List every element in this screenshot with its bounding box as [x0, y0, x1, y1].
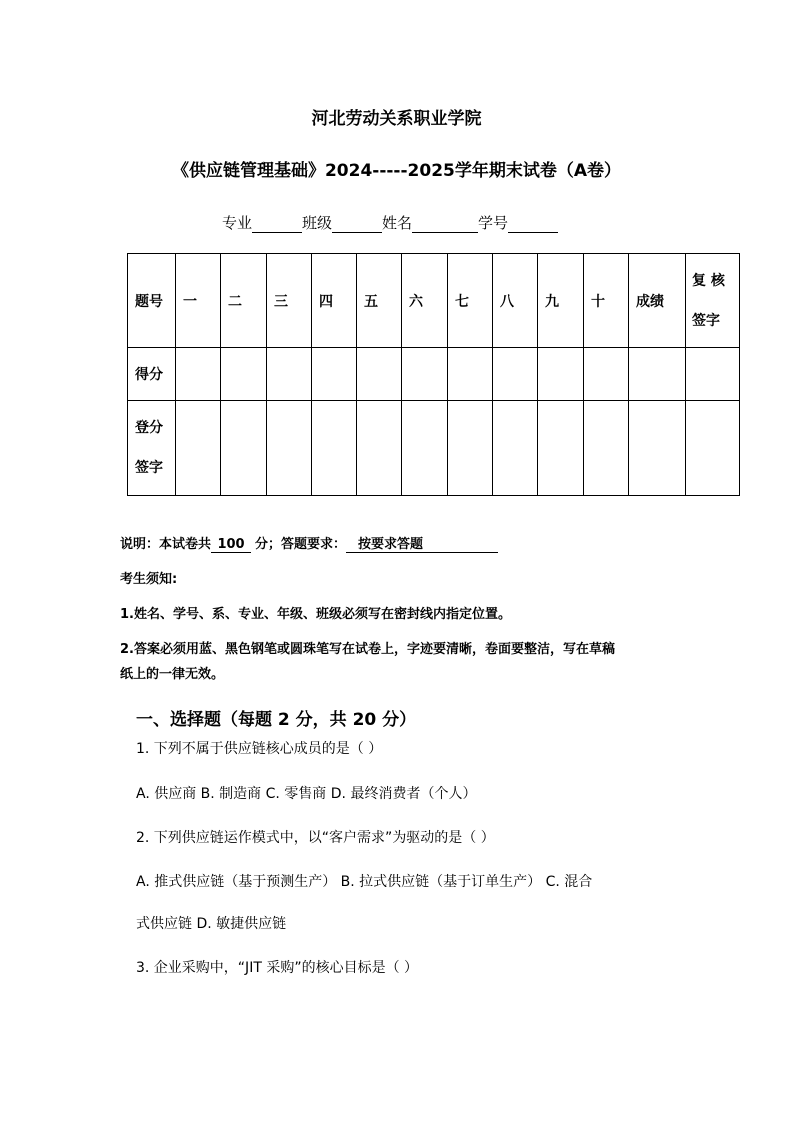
class-label: 班级	[302, 214, 333, 232]
score-cell[interactable]	[584, 348, 629, 401]
col-header: 二	[221, 254, 267, 348]
score-cell[interactable]	[493, 348, 538, 401]
total-score: 100	[211, 537, 251, 553]
review-line2: 签字	[692, 312, 720, 329]
question-2: 2. 下列供应链运作模式中，以“客户需求”为驱动的是（ ）	[136, 830, 495, 846]
score-cell[interactable]	[176, 348, 221, 401]
signer-cell[interactable]	[493, 401, 538, 496]
score-row	[128, 348, 740, 401]
id-label: 学号	[478, 214, 509, 232]
school-name: 河北劳动关系职业学院	[311, 109, 482, 129]
col-header: 五	[357, 254, 402, 348]
score-cell[interactable]	[357, 348, 402, 401]
question-number-row	[128, 254, 740, 348]
signer-cell[interactable]	[629, 401, 686, 496]
id-blank[interactable]	[508, 216, 558, 233]
col-header: 八	[493, 254, 538, 348]
score-table	[127, 253, 740, 496]
score-cell[interactable]	[448, 348, 493, 401]
note-1: 1.姓名、学号、系、专业、年级、班级必须写在密封线内指定位置。	[120, 607, 511, 622]
instr-middle: 分；答题要求：	[255, 537, 347, 552]
col-header: 三	[267, 254, 312, 348]
question-2-options-line1: A. 推式供应链（基于预测生产） B. 拉式供应链（基于订单生产） C. 混合	[136, 874, 593, 890]
signer-cell[interactable]	[402, 401, 448, 496]
signer-cell[interactable]	[686, 401, 740, 496]
score-cell[interactable]	[686, 348, 740, 401]
signer-cell[interactable]	[312, 401, 357, 496]
col-header-total: 成绩	[629, 254, 686, 348]
instr-prefix: 说明：本试卷共	[120, 537, 212, 552]
signer-cell[interactable]	[538, 401, 584, 496]
signer-cell[interactable]	[448, 401, 493, 496]
review-line1: 复 核	[692, 272, 725, 289]
col-header: 七	[448, 254, 493, 348]
row-label-score: 得分	[128, 348, 176, 401]
col-header: 十	[584, 254, 629, 348]
notice-title: 考生须知:	[120, 572, 178, 587]
student-info-line	[222, 212, 558, 233]
major-label: 专业	[222, 214, 253, 232]
major-blank[interactable]	[252, 216, 302, 233]
question-1-options: A. 供应商 B. 制造商 C. 零售商 D. 最终消费者（个人）	[136, 786, 477, 802]
class-blank[interactable]	[332, 216, 382, 233]
name-label: 姓名	[382, 214, 413, 232]
score-cell[interactable]	[402, 348, 448, 401]
signer-cell[interactable]	[267, 401, 312, 496]
exam-title: 《供应链管理基础》2024-----2025学年期末试卷（A卷）	[171, 161, 622, 181]
col-header: 一	[176, 254, 221, 348]
col-header: 六	[402, 254, 448, 348]
score-cell[interactable]	[267, 348, 312, 401]
question-3: 3. 企业采购中，“JIT 采购”的核心目标是（ ）	[136, 960, 419, 976]
col-header: 九	[538, 254, 584, 348]
signer-line2: 签字	[135, 460, 163, 476]
row-label-signer	[128, 401, 176, 496]
signer-cell[interactable]	[357, 401, 402, 496]
section-heading: 一、选择题（每题 2 分，共 20 分）	[136, 710, 417, 730]
signer-cell[interactable]	[176, 401, 221, 496]
signer-cell[interactable]	[221, 401, 267, 496]
note-2-line2: 纸上的一律无效。	[120, 667, 225, 682]
score-cell[interactable]	[312, 348, 357, 401]
score-cell[interactable]	[221, 348, 267, 401]
score-cell[interactable]	[629, 348, 686, 401]
question-2-options-line2: 式供应链 D. 敏捷供应链	[136, 916, 287, 932]
question-1: 1. 下列不属于供应链核心成员的是（ ）	[136, 741, 383, 757]
signer-cell[interactable]	[584, 401, 629, 496]
score-cell[interactable]	[538, 348, 584, 401]
answer-requirement: 按要求答题	[346, 533, 498, 553]
row-label-number: 题号	[128, 254, 176, 348]
note-2-line1: 2.答案必须用蓝、黑色钢笔或圆珠笔写在试卷上，字迹要清晰，卷面要整洁，写在草稿	[120, 642, 615, 657]
signer-row	[128, 401, 740, 496]
instructions-line	[120, 533, 498, 553]
signer-line1: 登分	[135, 420, 163, 436]
col-header: 四	[312, 254, 357, 348]
name-blank[interactable]	[412, 216, 478, 233]
review-sign-header	[686, 254, 740, 348]
